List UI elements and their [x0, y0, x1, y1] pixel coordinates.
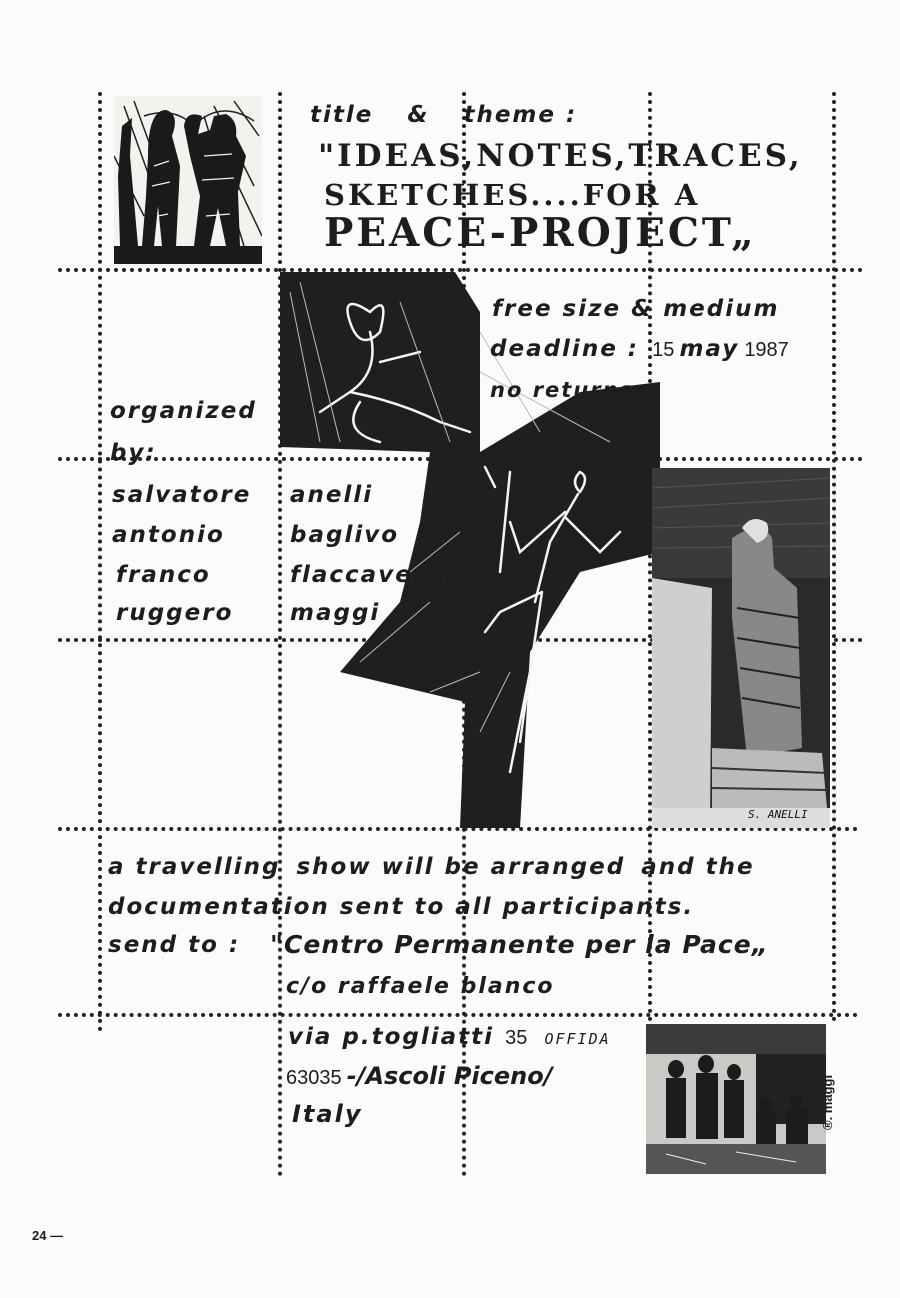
street-line [288, 1024, 611, 1050]
organizer-last-name: maggi [290, 600, 381, 626]
theme-label-word: theme : [463, 102, 578, 128]
organizer-first-name: salvatore [112, 482, 252, 508]
organized-label: organized [110, 398, 257, 424]
organizer-first-name: franco [116, 562, 211, 588]
size-medium-line [492, 296, 779, 322]
street-number: 35 [505, 1027, 528, 1049]
info-line-1-part: a travelling [108, 854, 281, 880]
title-line-3: PEACE-PROJECT„ [324, 210, 757, 256]
medium-text: medium [663, 296, 780, 322]
photo-credit-vertical: ®. maggi [820, 1074, 835, 1130]
title-line-1: "IDEAS,NOTES,TRACES, [318, 138, 803, 174]
deadline-month: may [679, 336, 740, 362]
theme-ampersand: & [407, 102, 430, 128]
size-text: free size [492, 296, 622, 322]
info-line-2: documentation sent to all participants. [108, 894, 695, 920]
woodcut-figures-image [114, 96, 262, 264]
organizer-last-name: flaccavento [290, 562, 462, 588]
info-line-1-part: show will be arranged [296, 854, 626, 880]
street-name: via p.togliatti [288, 1024, 495, 1050]
by-label: by: [110, 440, 157, 466]
no-returns: no returns [490, 378, 635, 402]
group-photo [646, 1024, 826, 1174]
city-line [286, 1062, 553, 1090]
deadline-date: 15 [652, 339, 675, 361]
care-of-line: c/o raffaele blanco [286, 974, 555, 999]
organizer-last-name: anelli [290, 482, 374, 508]
organizer-first-name: ruggero [116, 600, 234, 626]
organizer-first-name: antonio [112, 522, 225, 548]
postcode: 63035 [286, 1067, 342, 1089]
info-line-1-part: and the [641, 854, 755, 880]
title-line-2: SKETCHES....FOR A [324, 178, 701, 212]
country: Italy [292, 1100, 363, 1128]
organizer-last-name: baglivo [290, 522, 400, 548]
theme-label-word: title [310, 102, 374, 128]
grid-line-horizontal [58, 1013, 858, 1017]
theme-label [310, 102, 577, 128]
deadline-line [490, 336, 789, 362]
city-name: -/Ascoli Piceno/ [346, 1062, 553, 1090]
grid-line-vertical [832, 92, 836, 1022]
page-number: 24 — [32, 1228, 64, 1243]
centre-name: "Centro Permanente per la Pace„ [270, 930, 769, 959]
size-ampersand: & [631, 296, 654, 322]
info-line-1 [108, 854, 755, 880]
photo-credit: S. ANELLI [748, 808, 808, 821]
deadline-label: deadline : [490, 336, 639, 362]
send-to-label: send to : [108, 932, 241, 958]
deadline-year: 1987 [744, 339, 789, 361]
grid-line-vertical [98, 92, 102, 1032]
sculpture-photo [652, 468, 830, 828]
handwritten-town: OFFIDA [544, 1030, 611, 1048]
